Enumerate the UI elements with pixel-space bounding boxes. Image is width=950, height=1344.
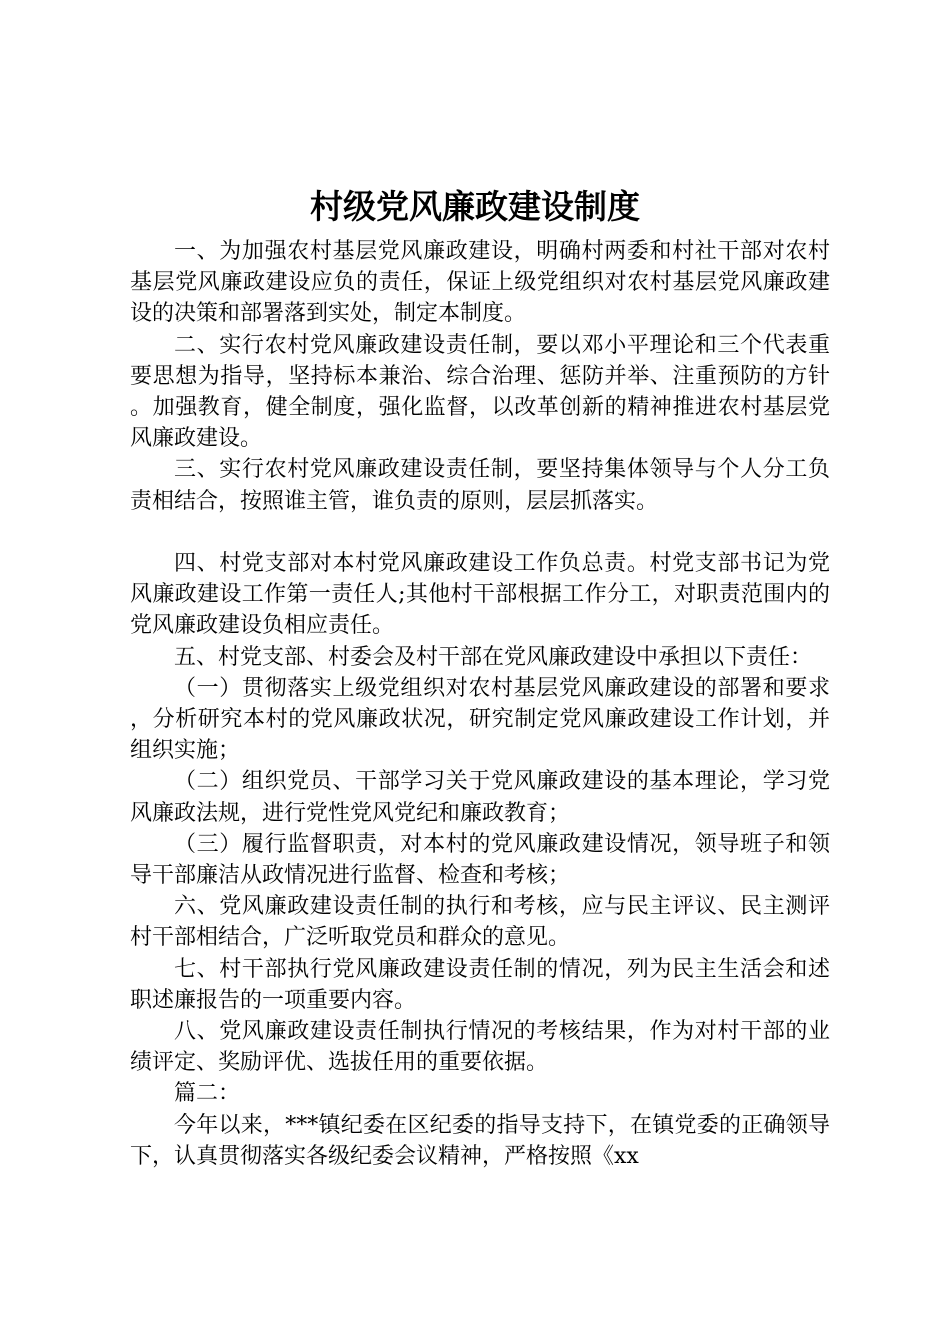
paragraph-7: 七、村干部执行党风廉政建设责任制的情况，列为民主生活会和述职述廉报告的一项重要内容。 bbox=[130, 956, 830, 1013]
paragraph-6: 六、党风廉政建设责任制的执行和考核，应与民主评议、民主测评村干部相结合，广泛听取党员和群众的意见。 bbox=[130, 894, 830, 951]
document-body bbox=[130, 236, 830, 1172]
paragraph-4: 四、村党支部对本村党风廉政建设工作负总责。村党支部书记为党风廉政建设工作第一责任人;其他村干部根据工作分工，对职责范围内的党风廉政建设负相应责任。 bbox=[130, 551, 830, 639]
paragraph-5-item-1: （一）贯彻落实上级党组织对农村基层党风廉政建设的部署和要求，分析研究本村的党风廉政状况，研究制定党风廉政建设工作计划，并组织实施； bbox=[130, 675, 830, 764]
paragraph-5-item-3: （三）履行监督职责，对本村的党风廉政建设情况，领导班子和领导干部廉洁从政情况进行监督、检查和考核； bbox=[130, 831, 830, 889]
section-heading-part-two: 篇二： bbox=[174, 1081, 241, 1107]
paragraph-2: 二、实行农村党风廉政建设责任制，要以邓小平理论和三个代表重要思想为指导，坚持标本兼治、综合治理、惩防并举、注重预防的方针。加强教育，健全制度，强化监督，以改革创新的精神推进农村基层党风廉政建设。 bbox=[130, 332, 830, 452]
paragraph-1: 一、为加强农村基层党风廉政建设，明确村两委和村社干部对农村基层党风廉政建设应负的责任，保证上级党组织对农村基层党风廉政建设的决策和部署落到实处，制定本制度。 bbox=[130, 239, 830, 327]
paragraph-part-two-1: 今年以来，***镇纪委在区纪委的指导支持下，在镇党委的正确领导下，认真贯彻落实各级纪委会议精神，严格按照《xx bbox=[130, 1112, 830, 1169]
paragraph-3: 三、实行农村党风廉政建设责任制，要坚持集体领导与个人分工负责相结合，按照谁主管，谁负责的原则，层层抓落实。 bbox=[130, 457, 830, 514]
paragraph-gap bbox=[130, 517, 830, 548]
paragraph-5: 五、村党支部、村委会及村干部在党风廉政建设中承担以下责任： bbox=[174, 644, 813, 670]
document-title: 村级党风廉政建设制度 bbox=[310, 187, 640, 226]
paragraph-8: 八、党风廉政建设责任制执行情况的考核结果，作为对村干部的业绩评定、奖励评优、选拔任用的重要依据。 bbox=[130, 1019, 830, 1076]
paragraph-5-item-2: （二）组织党员、干部学习关于党风廉政建设的基本理论，学习党风廉政法规，进行党性党风党纪和廉政教育； bbox=[130, 769, 830, 826]
